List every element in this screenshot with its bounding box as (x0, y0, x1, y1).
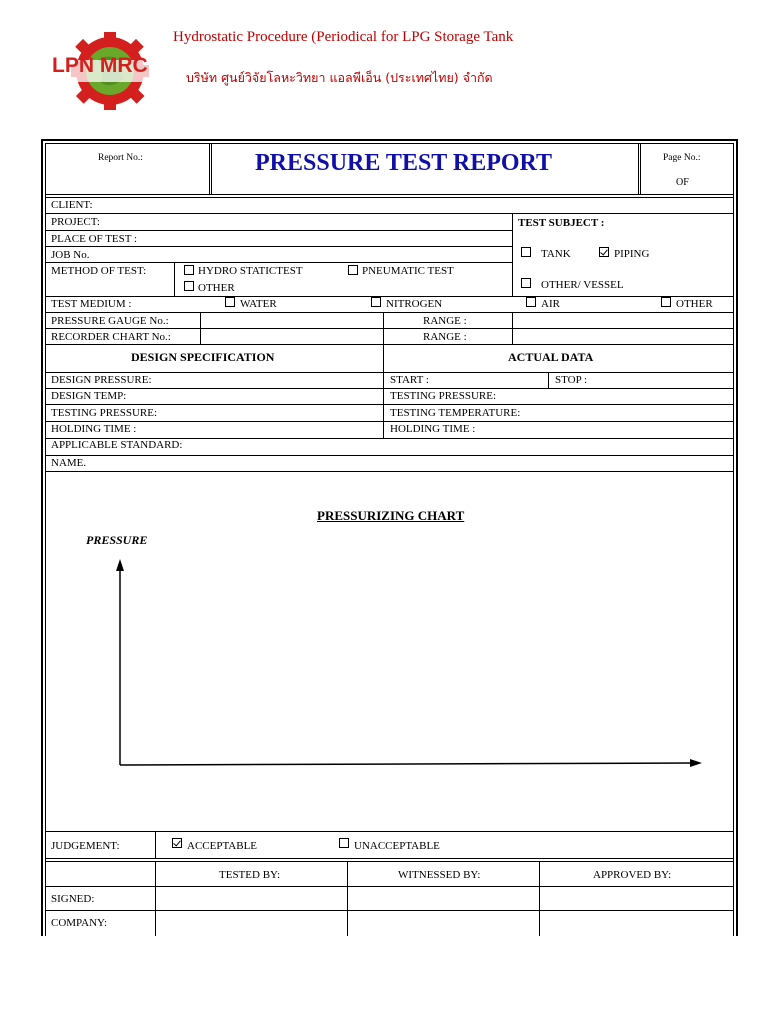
medium-water-label: WATER (240, 298, 277, 310)
method-pneumatic-checkbox[interactable] (348, 265, 358, 275)
acceptable-checkbox[interactable] (172, 838, 182, 848)
testing-pressure-label: TESTING PRESSURE: (51, 407, 158, 419)
subject-piping-checkbox[interactable] (599, 247, 609, 257)
pressurizing-chart-axes (110, 555, 710, 775)
client-label: CLIENT: (51, 199, 93, 211)
subject-other-checkbox[interactable] (521, 278, 531, 288)
pressure-axis-label: PRESSURE (86, 533, 148, 547)
applicable-standard-label: APPLICABLE STANDARD: (51, 439, 183, 451)
method-pneumatic-label: PNEUMATIC TEST (362, 265, 454, 277)
acceptable-label: ACCEPTABLE (187, 840, 258, 852)
company-logo (50, 30, 168, 112)
y-axis-arrow (116, 559, 124, 571)
name-label: NAME. (51, 457, 87, 469)
medium-water-checkbox[interactable] (225, 297, 235, 307)
medium-other-label: OTHER (676, 298, 713, 310)
judgement-label: JUDGEMENT: (51, 840, 120, 852)
gauge-range-label: RANGE : (423, 315, 467, 327)
project-label: PROJECT: (51, 216, 100, 228)
medium-air-label: AIR (541, 298, 560, 310)
witnessed-by-label: WITNESSED BY: (398, 869, 481, 881)
actual-testing-pressure-label: TESTING PRESSURE: (390, 390, 497, 402)
job-label: JOB No. (51, 249, 90, 261)
medium-air-checkbox[interactable] (526, 297, 536, 307)
medium-nitrogen-checkbox[interactable] (371, 297, 381, 307)
unacceptable-checkbox[interactable] (339, 838, 349, 848)
testing-temperature-label: TESTING TEMPERATURE: (390, 407, 521, 419)
medium-other-checkbox[interactable] (661, 297, 671, 307)
method-hydro-label: HYDRO STATICTEST (198, 265, 303, 277)
subject-other-label: OTHER/ VESSEL (541, 279, 624, 291)
company-label: COMPANY: (51, 917, 108, 929)
unacceptable-label: UNACCEPTABLE (354, 840, 440, 852)
chart-title: PRESSURIZING CHART (317, 508, 465, 523)
design-temp-label: DESIGN TEMP: (51, 390, 127, 402)
gauge-label: PRESSURE GAUGE No.: (51, 315, 169, 327)
method-hydro-checkbox[interactable] (184, 265, 194, 275)
stop-label: STOP : (555, 374, 588, 386)
tested-by-label: TESTED BY: (219, 869, 281, 881)
place-label: PLACE OF TEST : (51, 233, 138, 245)
x-axis (120, 763, 692, 765)
method-other-checkbox[interactable] (184, 281, 194, 291)
method-label: METHOD OF TEST: (51, 265, 147, 277)
subject-tank-checkbox[interactable] (521, 247, 531, 257)
design-spec-heading: DESIGN SPECIFICATION (131, 350, 275, 364)
medium-nitrogen-label: NITROGEN (386, 298, 443, 310)
page-no-label: Page No.: (663, 153, 701, 163)
subject-piping-label: PIPING (614, 248, 650, 260)
actual-holding-time-label: HOLDING TIME : (390, 423, 476, 435)
company-name: บริษัท ศูนย์วิจัยโลหะวิทยา แอลพีเอ็น (ประเทศไทย) จำกัด (186, 70, 493, 85)
design-pressure-label: DESIGN PRESSURE: (51, 374, 152, 386)
subject-tank-label: TANK (541, 248, 571, 260)
approved-by-label: APPROVED BY: (593, 869, 672, 881)
of-label: OF (676, 177, 689, 188)
procedure-title: Hydrostatic Procedure (Periodical for LPG Storage Tank (173, 29, 514, 45)
holding-time-label: HOLDING TIME : (51, 423, 137, 435)
recorder-label: RECORDER CHART No.: (51, 331, 171, 343)
logo-text: LPN MRC (52, 54, 148, 77)
start-label: START : (390, 374, 429, 386)
report-title: PRESSURE TEST REPORT (255, 150, 553, 176)
x-axis-arrow (690, 759, 702, 767)
report-no-label: Report No.: (98, 153, 143, 163)
actual-data-heading: ACTUAL DATA (508, 350, 594, 364)
medium-label: TEST MEDIUM : (51, 298, 132, 310)
recorder-range-label: RANGE : (423, 331, 467, 343)
method-other-label: OTHER (198, 282, 235, 294)
test-subject-label: TEST SUBJECT : (518, 217, 605, 229)
signed-label: SIGNED: (51, 893, 95, 905)
